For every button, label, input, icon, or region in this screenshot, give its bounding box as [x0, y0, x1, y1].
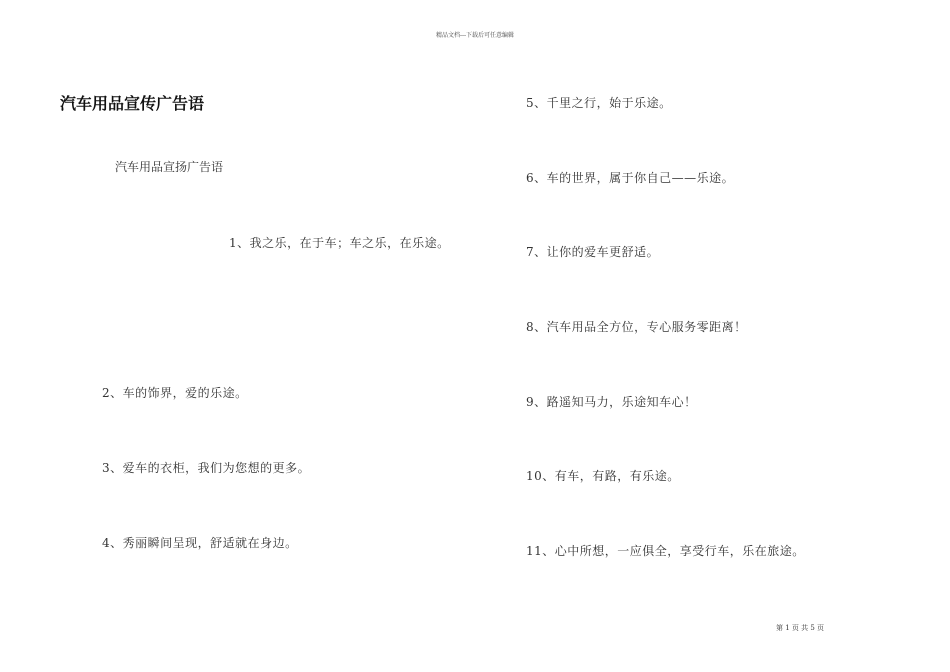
slogan-item: 3、爱车的衣柜，我们为您想的更多。 — [102, 461, 311, 475]
header-note: 精品文档---下载后可任意编辑 — [435, 32, 515, 39]
slogan-item: 10、有车，有路，有乐途。 — [526, 469, 680, 483]
slogan-item: 1、我之乐，在于车；车之乐，在乐途。 — [229, 236, 450, 250]
slogan-item: 4、秀丽瞬间呈现，舒适就在身边。 — [102, 536, 298, 550]
page-number: 第 1 页 共 5 页 — [776, 624, 825, 632]
slogan-item: 5、千里之行，始于乐途。 — [526, 96, 672, 110]
slogan-item: 6、车的世界，属于你自己——乐途。 — [526, 171, 735, 185]
slogan-item: 9、路遥知马力，乐途知车心！ — [526, 395, 697, 409]
slogan-item: 8、汽车用品全方位，专心服务零距离！ — [526, 320, 747, 334]
slogan-item: 11、心中所想，一应俱全，享受行车，乐在旅途。 — [526, 544, 805, 558]
slogan-item: 7、让你的爱车更舒适。 — [526, 245, 660, 259]
document-subtitle: 汽车用品宣扬广告语 — [115, 160, 224, 174]
slogan-item: 2、车的饰界，爱的乐途。 — [102, 386, 248, 400]
document-title: 汽车用品宣传广告语 — [60, 94, 205, 113]
